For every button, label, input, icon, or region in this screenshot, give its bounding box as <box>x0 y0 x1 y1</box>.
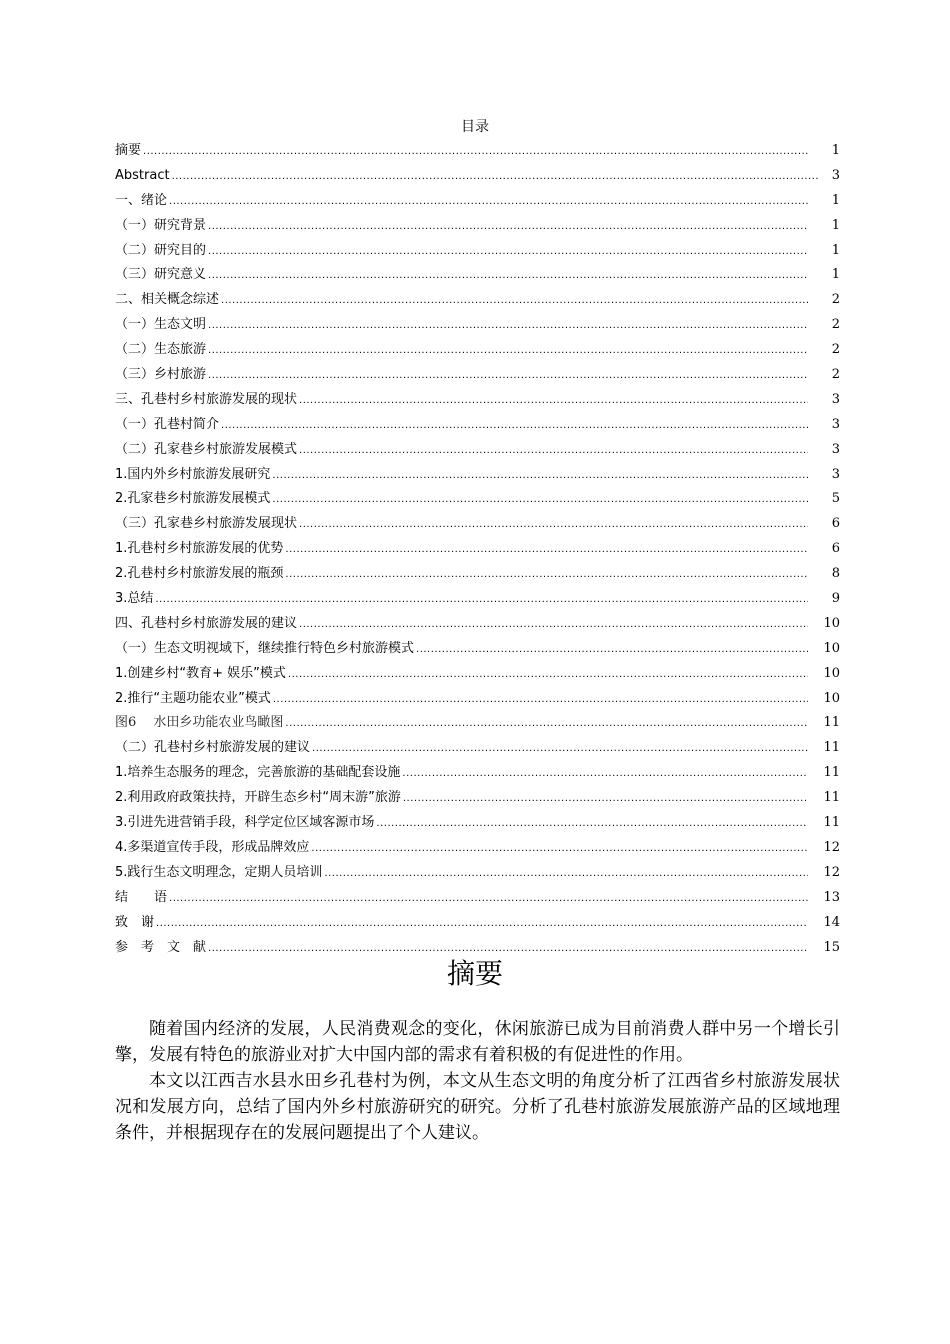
toc-entry-page: 10 <box>823 615 840 631</box>
toc-entry-page: 3 <box>831 391 840 407</box>
toc-entry-label: （二）孔巷村乡村旅游发展的建议 <box>115 740 311 756</box>
toc-entry-label: 4.多渠道宣传手段，形成品牌效应 <box>115 839 310 855</box>
toc-entry-page: 3 <box>831 466 840 482</box>
toc-entry-page: 1 <box>831 143 840 158</box>
toc-entry-label: 参 考 文 献 <box>115 939 207 955</box>
toc-entry-label: 3.总结 <box>115 591 154 607</box>
abstract-paragraph: 本文以江西吉水县水田乡孔巷村为例，本文从生态文明的角度分析了江西省乡村旅游发展状况和发展方向，总结了国内外乡村旅游研究的研究。分析了孔巷村旅游发展旅游产品的区域地理条件，并根据现存在的发展问题提出了个人建议。 <box>115 1071 840 1143</box>
toc-dot-leader <box>403 786 808 812</box>
toc-dot-leader <box>285 562 808 588</box>
toc-entry-page: 11 <box>823 765 840 781</box>
toc-entry[interactable] <box>115 463 840 488</box>
toc-dot-leader <box>143 139 808 165</box>
toc-entry-page: 11 <box>823 790 840 806</box>
toc-entry-label: 二、相关概念综述 <box>115 292 220 308</box>
abstract-paragraph: 随着国内经济的发展，人民消费观念的变化，休闲旅游已成为目前消费人群中另一个增长引擎，发展有特色的旅游业对扩大中国内部的需求有着积极的有促进性的作用。 <box>115 1019 840 1065</box>
toc-entry[interactable] <box>115 537 840 562</box>
toc-dot-leader <box>402 761 808 787</box>
toc-entry-page: 1 <box>831 267 840 283</box>
toc-entry[interactable] <box>115 338 840 363</box>
toc-dot-leader <box>172 164 818 190</box>
toc-entry-label: （三）研究意义 <box>115 267 207 283</box>
toc-entry[interactable] <box>115 562 840 587</box>
toc-entry[interactable] <box>115 487 840 512</box>
toc-entry[interactable] <box>115 189 840 214</box>
toc-dot-leader <box>285 711 808 737</box>
toc-entry-label: 摘要 <box>115 143 142 158</box>
toc-entry-label: （一）研究背景 <box>115 217 207 233</box>
toc-entry-label: （二）孔家巷乡村旅游发展模式 <box>115 441 298 457</box>
toc-entry[interactable] <box>115 214 840 239</box>
toc-dot-leader <box>272 463 808 489</box>
toc-dot-leader <box>208 239 808 265</box>
toc-dot-leader <box>312 736 808 762</box>
toc-entry[interactable] <box>115 786 840 811</box>
toc-entry-page: 12 <box>823 839 840 855</box>
abstract-title: 摘要 <box>446 957 503 990</box>
toc-entry-label: 5.践行生态文明理念，定期人员培训 <box>115 864 323 880</box>
toc-entry-page: 9 <box>831 591 840 607</box>
toc-entry-page: 11 <box>823 815 840 831</box>
toc-entry[interactable] <box>115 263 840 288</box>
toc-entry[interactable] <box>115 861 840 886</box>
toc-entry-page: 15 <box>823 939 840 955</box>
toc-entry-label: 2.孔巷村乡村旅游发展的瓶颈 <box>115 566 284 582</box>
toc-entry[interactable] <box>115 761 840 786</box>
toc-entry-page: 11 <box>823 740 840 756</box>
toc-entry-label: 3.引进先进营销手段，科学定位区域客源市场 <box>115 815 375 831</box>
toc-entry-label: Abstract <box>115 167 170 183</box>
toc-entry-page: 3 <box>831 441 840 457</box>
toc-entry[interactable] <box>115 736 840 761</box>
toc-dot-leader <box>299 512 808 538</box>
toc-entry[interactable] <box>115 687 840 712</box>
toc-dot-leader <box>156 911 808 937</box>
toc-entry-page: 10 <box>823 690 840 706</box>
toc-title: 目录 <box>461 119 489 135</box>
toc-dot-leader <box>324 861 808 887</box>
toc-entry-page: 8 <box>831 566 840 582</box>
toc-entry-label: （二）研究目的 <box>115 242 207 258</box>
toc-entry[interactable] <box>115 512 840 537</box>
toc-entry[interactable] <box>115 413 840 438</box>
toc-entry-page: 1 <box>831 192 840 208</box>
toc-entry-page: 2 <box>831 317 840 333</box>
toc-dot-leader <box>299 612 808 638</box>
toc-entry-label: 1.孔巷村乡村旅游发展的优势 <box>115 541 284 557</box>
toc-dot-leader <box>169 189 808 215</box>
toc-entry-page: 1 <box>831 242 840 258</box>
toc-entry-label: 致 谢 <box>115 914 155 930</box>
toc-entry-label: （二）生态旅游 <box>115 342 207 358</box>
toc-dot-leader <box>285 537 808 563</box>
toc-entry-page: 12 <box>823 864 840 880</box>
toc-entry[interactable] <box>115 438 840 463</box>
toc-entry-page: 6 <box>831 541 840 557</box>
toc-dot-leader <box>288 662 808 688</box>
toc-entry[interactable] <box>115 313 840 338</box>
toc-entry-page: 3 <box>831 167 840 183</box>
toc-dot-leader <box>416 637 808 663</box>
toc-entry-label: 1.国内外乡村旅游发展研究 <box>115 466 271 482</box>
abstract-body <box>115 1016 840 1146</box>
table-of-contents <box>115 139 840 960</box>
toc-dot-leader <box>272 487 808 513</box>
toc-entry-label: （三）孔家巷乡村旅游发展现状 <box>115 516 298 532</box>
toc-dot-leader <box>221 288 808 314</box>
toc-dot-leader <box>299 438 808 464</box>
toc-entry-label: 1.创建乡村“教育+ 娱乐”模式 <box>115 665 286 681</box>
toc-entry[interactable] <box>115 711 840 736</box>
toc-entry-page: 2 <box>831 292 840 308</box>
toc-dot-leader <box>311 836 808 862</box>
toc-entry[interactable] <box>115 139 840 164</box>
toc-entry[interactable] <box>115 612 840 637</box>
toc-entry[interactable] <box>115 811 840 836</box>
toc-entry-label: 一、绪论 <box>115 192 168 208</box>
toc-entry-label: （一）孔巷村简介 <box>115 416 220 432</box>
toc-entry-page: 3 <box>831 416 840 432</box>
toc-entry[interactable] <box>115 662 840 687</box>
toc-entry[interactable] <box>115 836 840 861</box>
toc-entry[interactable] <box>115 239 840 264</box>
toc-entry[interactable] <box>115 637 840 662</box>
toc-entry-page: 2 <box>831 342 840 358</box>
toc-entry[interactable] <box>115 911 840 936</box>
toc-dot-leader <box>273 687 808 713</box>
toc-entry[interactable] <box>115 388 840 413</box>
toc-dot-leader <box>208 214 808 240</box>
toc-dot-leader <box>208 338 808 364</box>
toc-entry-page: 11 <box>823 715 840 731</box>
toc-entry-label: 2.利用政府政策扶持，开辟生态乡村“周末游”旅游 <box>115 790 401 806</box>
toc-entry-page: 5 <box>831 491 840 507</box>
toc-entry[interactable] <box>115 288 840 313</box>
toc-entry-page: 13 <box>823 889 840 905</box>
toc-dot-leader <box>208 313 808 339</box>
toc-dot-leader <box>155 587 808 613</box>
toc-entry-page: 2 <box>831 367 840 383</box>
toc-entry-label: 2.推行“主题功能农业”模式 <box>115 690 271 706</box>
toc-entry[interactable] <box>115 164 840 189</box>
toc-entry-page: 6 <box>831 516 840 532</box>
toc-entry-label: 1.培养生态服务的理念，完善旅游的基础配套设施 <box>115 765 401 781</box>
toc-entry-page: 14 <box>823 914 840 930</box>
toc-entry-label: （一）生态文明 <box>115 317 207 333</box>
toc-entry[interactable] <box>115 886 840 911</box>
toc-entry-label: 四、孔巷村乡村旅游发展的建议 <box>115 615 298 631</box>
toc-dot-leader <box>221 413 808 439</box>
toc-entry-page: 10 <box>823 640 840 656</box>
toc-dot-leader <box>208 263 808 289</box>
toc-dot-leader <box>376 811 808 837</box>
toc-entry-label: 结 语 <box>115 889 168 905</box>
toc-entry-page: 1 <box>831 217 840 233</box>
toc-dot-leader <box>299 388 808 414</box>
toc-entry[interactable] <box>115 363 840 388</box>
toc-dot-leader <box>208 363 808 389</box>
toc-entry-page: 10 <box>823 665 840 681</box>
toc-entry-label: 2.孔家巷乡村旅游发展模式 <box>115 491 271 507</box>
toc-dot-leader <box>169 886 808 912</box>
toc-entry-label: 三、孔巷村乡村旅游发展的现状 <box>115 391 298 407</box>
toc-entry-label: （一）生态文明视域下，继续推行特色乡村旅游模式 <box>115 640 415 656</box>
toc-entry-label: 图6 水田乡功能农业鸟瞰图 <box>115 715 284 731</box>
toc-entry-label: （三）乡村旅游 <box>115 367 207 383</box>
toc-entry[interactable] <box>115 587 840 612</box>
